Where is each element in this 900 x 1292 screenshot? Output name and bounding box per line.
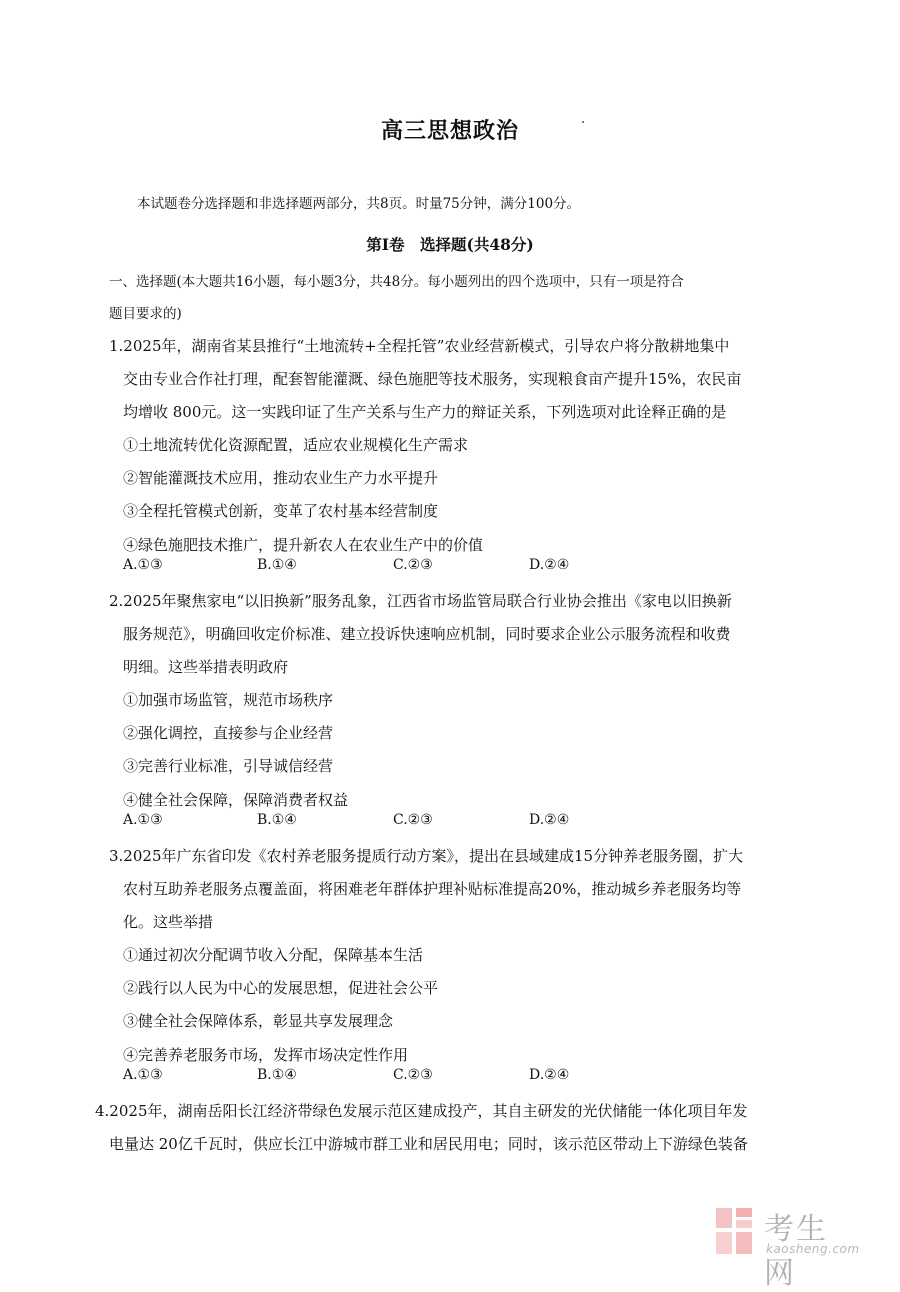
watermark-logo-icon bbox=[714, 1204, 758, 1258]
answer-choice-a: A.①③ bbox=[123, 812, 163, 828]
watermark-url: kaosheng.com bbox=[766, 1242, 860, 1256]
answer-choice-a: A.①③ bbox=[123, 557, 163, 573]
answer-choice-c: C.②③ bbox=[393, 557, 433, 573]
question-stem-line: 3.2025年广东省印发《农村养老服务提质行动方案》，提出在县域建成15分钟养老服务圈，扩大 bbox=[109, 847, 744, 865]
stray-dot bbox=[582, 121, 584, 123]
section-title: 第Ⅰ卷 选择题(共48分) bbox=[366, 235, 534, 254]
answer-choice-d: D.②④ bbox=[529, 812, 570, 828]
question-stem-line: 均增收 800元。这一实践印证了生产关系与生产力的辩证关系，下列选项对此诠释正确的是 bbox=[123, 403, 727, 421]
question-stem-line: 1.2025年，湖南省某县推行“土地流转+全程托管”农业经营新模式，引导农户将分散耕地集中 bbox=[109, 337, 730, 355]
question-stem-line: 明细。这些举措表明政府 bbox=[123, 658, 289, 676]
exam-intro: 本试题卷分选择题和非选择题两部分，共8页。时量75分钟，满分100分。 bbox=[137, 196, 581, 212]
answer-choice-d: D.②④ bbox=[529, 1067, 570, 1083]
answer-choice-a: A.①③ bbox=[123, 1067, 163, 1083]
question-stem-line: 4.2025年，湖南岳阳长江经济带绿色发展示范区建成投产，其自主研发的光伏储能一体化项目年发 bbox=[95, 1102, 748, 1120]
answer-choice-d: D.②④ bbox=[529, 557, 570, 573]
option-line: ③全程托管模式创新，变革了农村基本经营制度 bbox=[123, 502, 439, 520]
answer-choice-b: B.①④ bbox=[257, 812, 297, 828]
option-line: ①通过初次分配调节收入分配，保障基本生活 bbox=[123, 946, 424, 964]
option-line: ③完善行业标准，引导诚信经营 bbox=[123, 757, 334, 775]
question-stem-line: 化。这些举措 bbox=[123, 913, 214, 931]
answer-choice-b: B.①④ bbox=[257, 1067, 297, 1083]
option-line: ②践行以人民为中心的发展思想，促进社会公平 bbox=[123, 979, 439, 997]
instructions-line: 题目要求的) bbox=[109, 306, 182, 322]
watermark-text: 考生网 bbox=[764, 1212, 828, 1291]
question-stem-line: 交由专业合作社打理，配套智能灌溉、绿色施肥等技术服务，实现粮食亩产提升15%，农民亩 bbox=[123, 370, 742, 388]
option-line: ④绿色施肥技术推广，提升新农人在农业生产中的价值 bbox=[123, 536, 484, 554]
question-stem-line: 服务规范》，明确回收定价标准、建立投诉快速响应机制，同时要求企业公示服务流程和收费 bbox=[123, 625, 731, 643]
page-title: 高三思想政治 bbox=[380, 119, 519, 144]
option-line: ④健全社会保障，保障消费者权益 bbox=[123, 791, 349, 809]
option-line: ③健全社会保障体系，彰显共享发展理念 bbox=[123, 1012, 394, 1030]
answer-choice-c: C.②③ bbox=[393, 812, 433, 828]
answer-choice-b: B.①④ bbox=[257, 557, 297, 573]
option-line: ②强化调控，直接参与企业经营 bbox=[123, 724, 334, 742]
option-line: ①土地流转优化资源配置，适应农业规模化生产需求 bbox=[123, 436, 469, 454]
option-line: ①加强市场监管，规范市场秩序 bbox=[123, 691, 334, 709]
answer-choice-c: C.②③ bbox=[393, 1067, 433, 1083]
watermark bbox=[714, 1202, 860, 1291]
question-stem-line: 电量达 20亿千瓦时，供应长江中游城市群工业和居民用电；同时，该示范区带动上下游绿色装备 bbox=[109, 1135, 748, 1153]
question-stem-line: 农村互助养老服务点覆盖面，将困难老年群体护理补贴标准提高20%，推动城乡养老服务均等 bbox=[123, 880, 742, 898]
question-stem-line: 2.2025年聚焦家电“以旧换新”服务乱象，江西省市场监管局联合行业协会推出《家电以旧换新 bbox=[109, 592, 732, 610]
option-line: ④完善养老服务市场，发挥市场决定性作用 bbox=[123, 1046, 409, 1064]
instructions-line: 一、选择题(本大题共16小题，每小题3分，共48分。每小题列出的四个选项中，只有一项是符合 bbox=[109, 274, 684, 290]
option-line: ②智能灌溉技术应用，推动农业生产力水平提升 bbox=[123, 469, 439, 487]
